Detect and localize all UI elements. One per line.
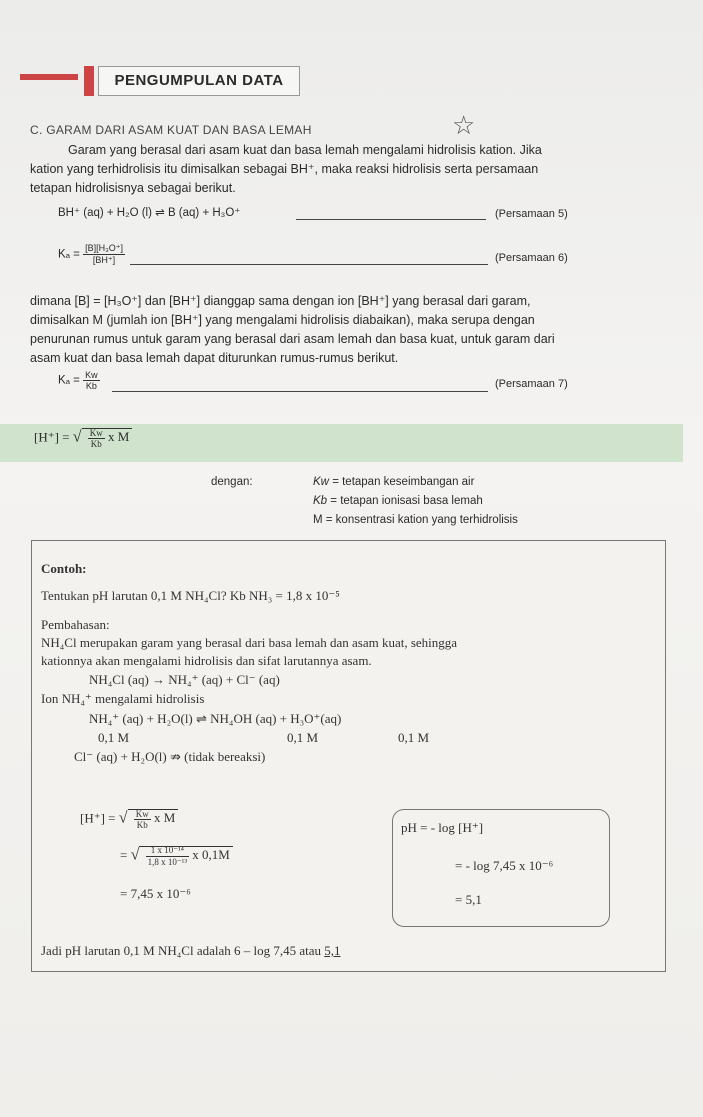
s2-numerator: 1 x 10⁻¹⁴: [146, 845, 189, 857]
eq7-denominator: Kb: [85, 381, 97, 391]
formula-lhs: [H⁺] =: [34, 429, 70, 445]
equation-5-tag: (Persamaan 5): [495, 208, 568, 220]
conclusion-text: Jadi pH larutan 0,1 M NH₄Cl adalah 6 – log 7,45 atau: [41, 943, 325, 958]
conclusion: [41, 943, 341, 959]
def-kb: [313, 495, 483, 507]
eq7-numerator: Kw: [85, 370, 98, 380]
pembahasan-line-1: NH₄Cl merupakan garam yang berasal dari basa lemah dan asam kuat, sehingga: [41, 635, 458, 650]
example-question: Tentukan pH larutan 0,1 M NH₄Cl? Kb NH₃ = 1,8 x 10⁻⁵: [41, 588, 340, 603]
body-line-3: penurunan rumus untuk garam yang berasal dari asam lemah dan basa kuat, untuk garam dari: [30, 332, 555, 346]
pembahasan-line-2: kationnya akan mengalami hidrolisis dan sifat larutannya asam.: [41, 653, 372, 668]
def-kw-text: = tetapan keseimbangan air: [332, 476, 475, 488]
s2-fraction: [146, 845, 189, 868]
ph-line-2: = - log 7,45 x 10⁻⁶: [455, 858, 554, 873]
def-kb-text: = tetapan ionisasi basa lemah: [330, 495, 483, 507]
example-box: [31, 540, 666, 972]
formula-numerator: Kw: [89, 428, 103, 438]
reaction-3: Cl⁻ (aq) + H₂O(l) ⇏ (tidak bereaksi): [74, 749, 266, 764]
body-line-1: dimana [B] = [H₃O⁺] dan [BH⁺] dianggap sama dengan ion [BH⁺] yang berasal dari garam,: [30, 294, 531, 308]
reaction-2: NH₄⁺ (aq) + H₂O(l) ⇌ NH₄OH (aq) + H₃O⁺(aq): [89, 711, 342, 726]
s1-lhs: [H⁺] =: [80, 810, 116, 826]
blank-line: [296, 219, 486, 220]
ka-numerator: [B][H₃O⁺]: [85, 243, 123, 253]
conc-1: 0,1 M: [98, 730, 130, 745]
formula-fraction: [88, 428, 105, 449]
reaction-1: NH₄Cl (aq) → NH₄⁺ (aq) + Cl⁻ (aq): [89, 672, 280, 687]
s1-numerator: Kw: [135, 809, 149, 819]
body-line-4: asam kuat dan basa lemah dapat diturunkan rumus-rumus berikut.: [30, 351, 399, 365]
page-title: PENGUMPULAN DATA: [98, 66, 300, 96]
ka-denominator: [BH⁺]: [92, 255, 116, 265]
dengan-label: dengan:: [211, 476, 253, 488]
solution-step-1: [H⁺] = √ $\frac{Kw}{Kb}$ x M: [80, 809, 178, 830]
title-banner: [20, 66, 320, 92]
ion-line: Ion NH₄⁺ mengalami hidrolisis: [41, 691, 205, 706]
intro-line-2: kation yang terhidrolisis itu dimisalkan sebagai BH⁺, maka reaksi hidrolisis serta persamaan: [30, 162, 539, 176]
ka-fraction: [83, 243, 125, 266]
intro-line-1: Garam yang berasal dari asam kuat dan basa lemah mengalami hidrolisis kation. Jika: [68, 143, 542, 157]
equation-7-tag: (Persamaan 7): [495, 378, 568, 390]
def-kw: [313, 476, 474, 488]
pembahasan-label: Pembahasan:: [41, 617, 110, 632]
blank-line: [130, 264, 488, 265]
formula-tail: x M: [108, 429, 130, 445]
eq7-fraction: [83, 370, 100, 391]
s1-tail: x M: [154, 810, 176, 826]
intro-line-3: tetapan hidrolisisnya sebagai berikut.: [30, 181, 236, 195]
ka-lhs: Kₐ =: [58, 248, 80, 261]
hplus-formula: [H⁺] = √ $\frac{Kw}{Kb}$ x M: [34, 428, 132, 449]
star-icon: ☆: [452, 110, 476, 140]
solution-step-3: = 7,45 x 10⁻⁶: [120, 886, 191, 901]
ph-line-1: pH = - log [H⁺]: [401, 820, 484, 835]
equation-6-tag: (Persamaan 6): [495, 252, 568, 264]
solution-step-2: = √ $\frac{\text{1 x 10⁻¹⁴}}{\text{1,8 x 10⁻¹³}}$ x 0,1M: [120, 845, 233, 868]
conc-2: 0,1 M: [287, 730, 319, 745]
body-line-2: dimisalkan M (jumlah ion [BH⁺] yang mengalami hidrolisis diabaikan), maka serupa dengan: [30, 313, 535, 327]
s1-denominator: Kb: [136, 820, 148, 830]
def-m: M = konsentrasi kation yang terhidrolisis: [313, 514, 518, 526]
formula-denominator: Kb: [90, 439, 102, 449]
eq7-lhs: Kₐ =: [58, 374, 80, 387]
conc-3: 0,1 M: [398, 730, 430, 745]
equation-6: [58, 243, 125, 266]
equation-7: [58, 370, 100, 391]
section-heading: C. GARAM DARI ASAM KUAT DAN BASA LEMAH: [30, 123, 312, 137]
red-line: [20, 74, 78, 80]
red-stripe: [84, 66, 94, 96]
example-title: Contoh:: [41, 561, 87, 576]
def-kw-symbol: Kw: [313, 476, 329, 488]
def-kb-symbol: Kb: [313, 495, 328, 507]
s1-fraction: [134, 809, 151, 830]
blank-line: [112, 391, 488, 392]
s2-tail: x 0,1M: [192, 847, 230, 863]
conclusion-value: 5,1: [324, 943, 341, 958]
ph-line-3: = 5,1: [455, 892, 482, 907]
equation-5: BH⁺ (aq) + H₂O (l) ⇌ B (aq) + H₃O⁺: [58, 207, 241, 219]
s2-denominator: 1,8 x 10⁻¹³: [147, 857, 188, 867]
ph-calculation-box: [392, 809, 610, 927]
